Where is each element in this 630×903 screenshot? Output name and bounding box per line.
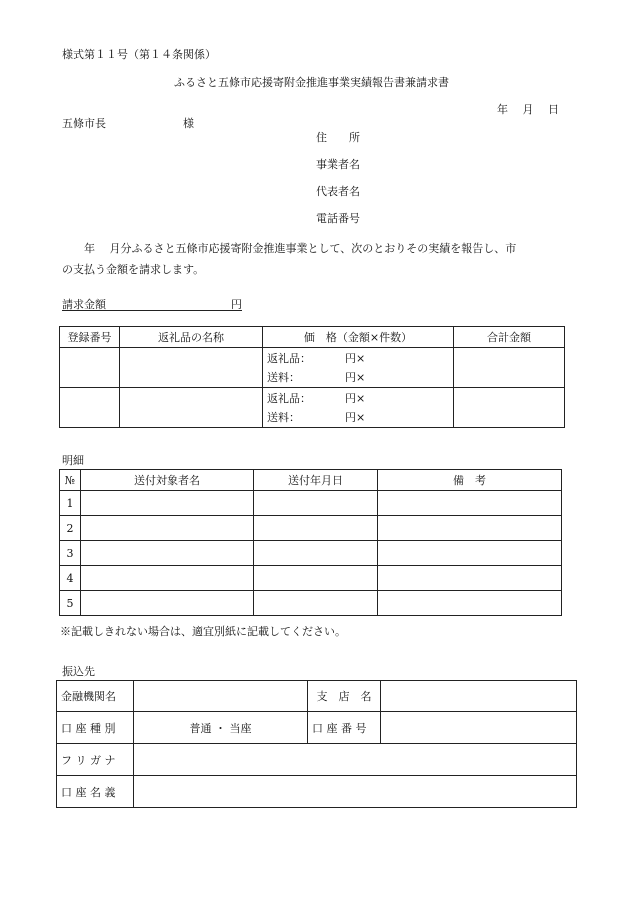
item-label: 返礼品： [267,351,311,365]
ship-date-cell[interactable] [254,591,378,616]
account-type-label: 口 座 種 別 [57,712,134,744]
registration-number-cell[interactable] [60,388,120,428]
business-name-label: 事業者名 [316,158,360,171]
detail-note: ※記載しきれない場合は、適宜別紙に記載してください。 [60,625,346,638]
header-price: 価 格（金額×件数） [263,327,454,348]
ship-date-cell[interactable] [254,491,378,516]
item-name-cell[interactable] [120,348,263,388]
remarks-cell[interactable] [378,591,562,616]
price-item-cell[interactable] [263,348,454,368]
price-item-cell[interactable] [263,388,454,408]
account-type-cell[interactable]: 普通 ・ 当座 [134,712,308,744]
document-title: ふるさと五條市応援寄附金推進事業実績報告書兼請求書 [174,76,449,89]
row-number: 1 [60,491,81,516]
ship-date-cell[interactable] [254,516,378,541]
recipient-name-cell[interactable] [81,491,254,516]
detail-heading: 明細 [62,454,84,467]
header-item-name: 返礼品の名称 [120,327,263,348]
item-label: 返礼品： [267,391,311,405]
furigana-cell[interactable] [134,744,577,776]
bank-heading: 振込先 [62,665,95,678]
shipping-label: 送料： [267,371,300,385]
total-cell[interactable] [454,388,565,428]
representative-label: 代表者名 [316,185,360,198]
bank-name-label: 金融機関名 [57,681,134,712]
item-unit: 円× [345,391,366,405]
remarks-cell[interactable] [378,516,562,541]
table-row [60,516,562,541]
account-name-label: 口 座 名 義 [57,776,134,808]
summary-row [60,348,565,368]
request-amount-field[interactable] [62,296,242,311]
header-registration-number: 登録番号 [60,327,120,348]
table-row [60,591,562,616]
header-total: 合計金額 [454,327,565,348]
request-amount-unit: 円 [231,298,242,311]
summary-table [59,326,565,428]
price-shipping-cell[interactable] [263,408,454,428]
bank-name-cell[interactable] [134,681,308,712]
account-name-cell[interactable] [134,776,577,808]
body-text-line1: 年 月分ふるさと五條市応援寄附金推進事業として、次のとおりその実績を報告し、市 [62,242,517,255]
registration-number-cell[interactable] [60,348,120,388]
header-no: № [60,470,81,491]
phone-label: 電話番号 [316,212,360,225]
price-shipping-cell[interactable] [263,368,454,388]
remarks-cell[interactable] [378,491,562,516]
detail-table [59,469,562,616]
shipping-label: 送料： [267,411,300,425]
total-cell[interactable] [454,348,565,388]
account-number-cell[interactable] [381,712,577,744]
account-number-label: 口 座 番 号 [308,712,381,744]
item-unit: 円× [345,351,366,365]
remarks-cell[interactable] [378,566,562,591]
row-number: 4 [60,566,81,591]
header-remarks: 備 考 [378,470,562,491]
date-line: 年 月 日 [497,103,559,116]
row-number: 3 [60,541,81,566]
row-number: 2 [60,516,81,541]
summary-row [60,388,565,408]
recipient-name-cell[interactable] [81,591,254,616]
body-text-line2: の支払う金額を請求します。 [62,263,205,276]
shipping-unit: 円× [345,411,366,425]
recipient-name-cell[interactable] [81,566,254,591]
furigana-label: フ リ ガ ナ [57,744,134,776]
row-number: 5 [60,591,81,616]
branch-label: 支 店 名 [308,681,381,712]
ship-date-cell[interactable] [254,566,378,591]
branch-cell[interactable] [381,681,577,712]
shipping-unit: 円× [345,371,366,385]
table-row [60,566,562,591]
recipient-name-cell[interactable] [81,541,254,566]
remarks-cell[interactable] [378,541,562,566]
header-ship-date: 送付年月日 [254,470,378,491]
form-number: 様式第１１号（第１４条関係） [62,48,216,61]
table-row [60,491,562,516]
header-recipient-name: 送付対象者名 [81,470,254,491]
ship-date-cell[interactable] [254,541,378,566]
addressee: 五條市長 様 [62,117,194,130]
request-amount-label: 請求金額 [62,298,106,311]
table-row [60,541,562,566]
address-label: 住 所 [316,131,360,144]
bank-table [56,680,577,808]
item-name-cell[interactable] [120,388,263,428]
recipient-name-cell[interactable] [81,516,254,541]
